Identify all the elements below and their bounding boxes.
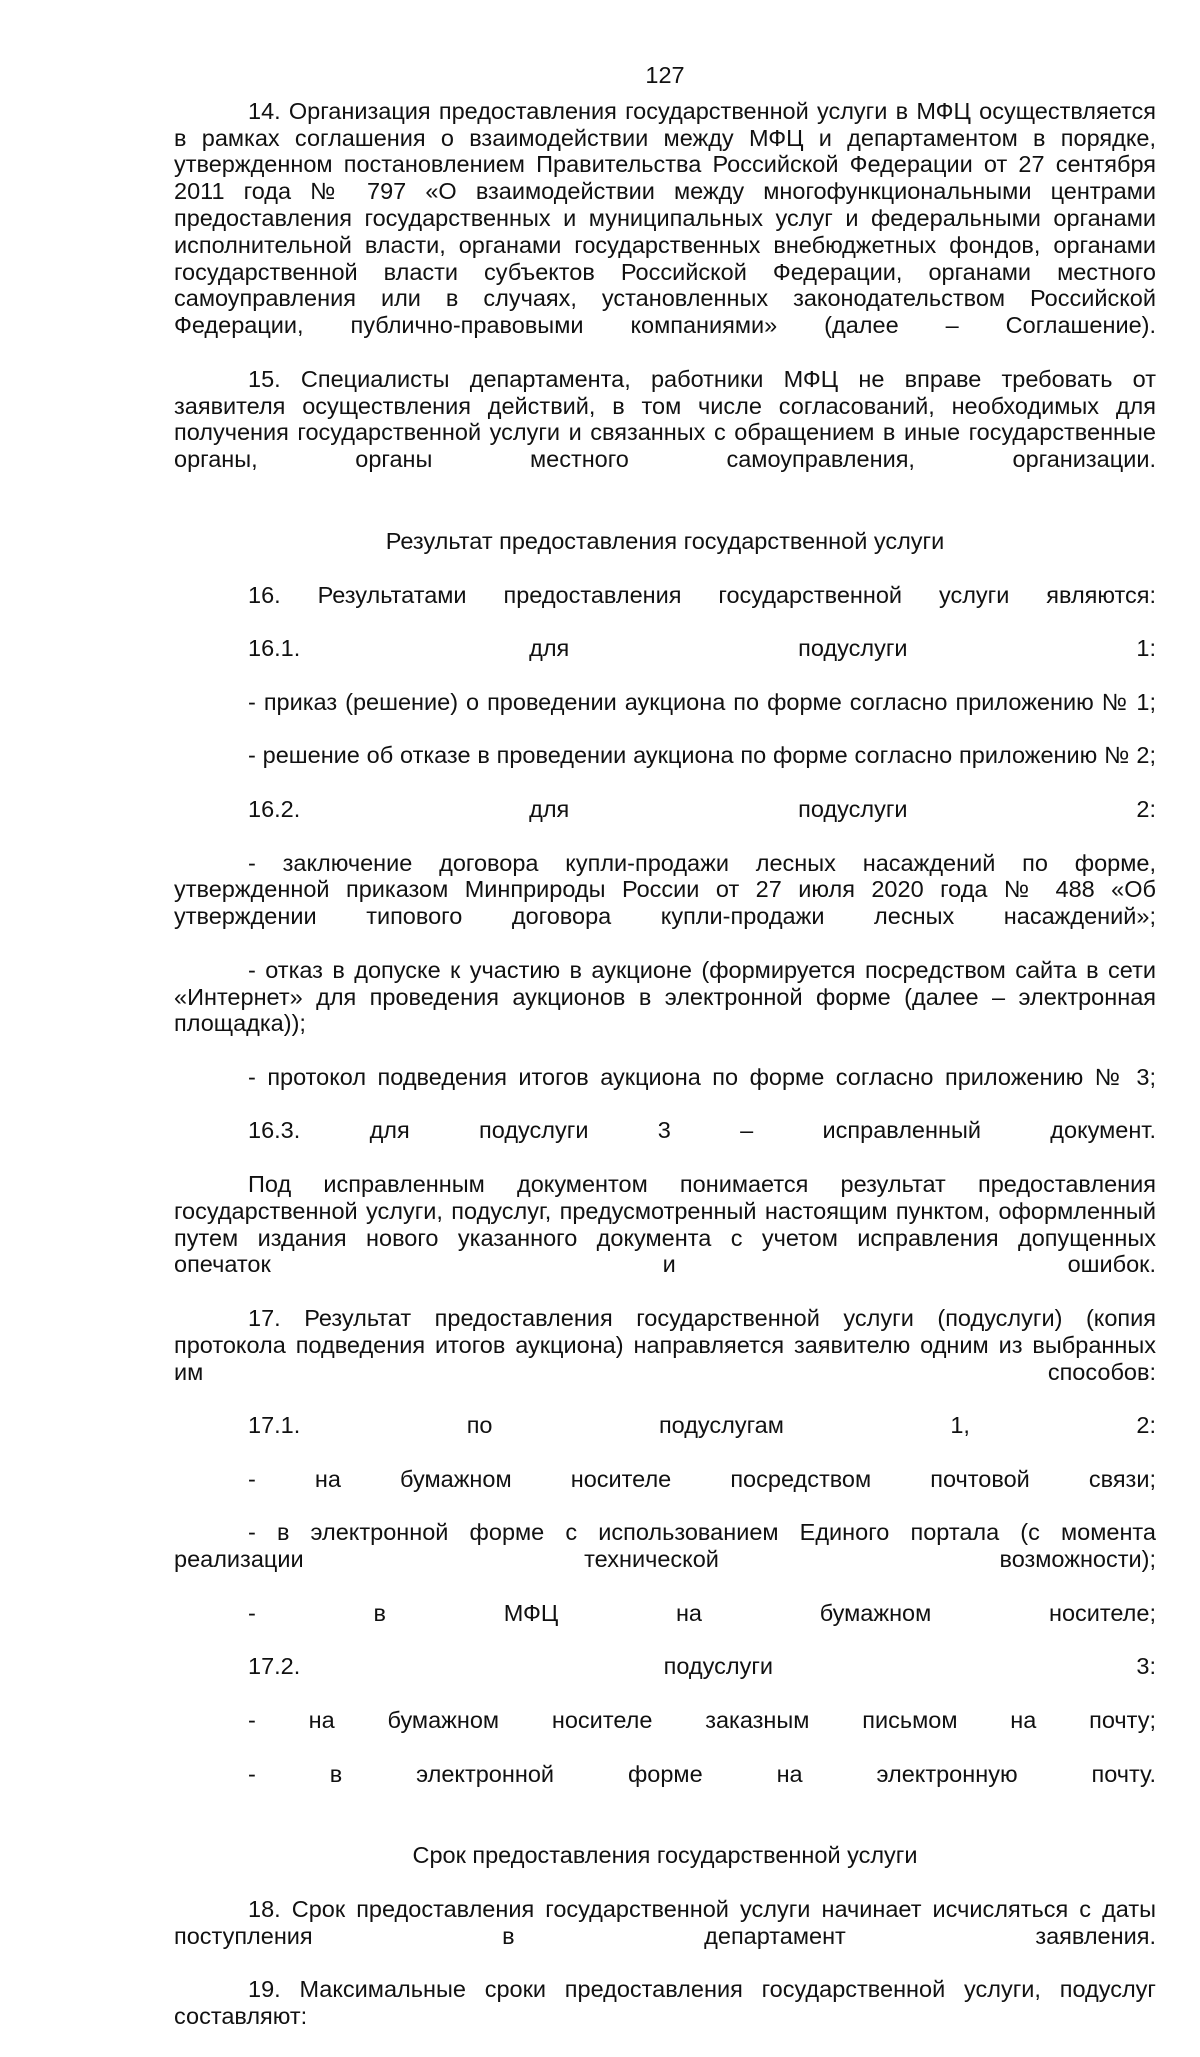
- paragraph-corrected-document: Под исправленным документом понимается результат предоставления государственной услуги, подуслуг, предусмотренный настоящим пунктом, оформленный путем издания нового указанного документа с учетом исправления допущенных опечаток и ошибок.: [174, 1171, 1156, 1278]
- paragraph-16-1: 16.1. для подуслуги 1:: [248, 635, 1156, 662]
- list-item: - заключение договора купли-продажи лесных насаждений по форме, утвержденной приказом Минприроды России от 27 июля 2020 года № 488 «Об утверждении типового договора купли-продажи лесных насаждений»;: [174, 849, 1156, 930]
- page-number: 127: [645, 62, 685, 88]
- section-mfc: [174, 98, 1156, 500]
- list-item: - приказ (решение) о проведении аукциона по форме согласно приложению № 1;: [248, 688, 1156, 715]
- paragraph-16: 16. Результатами предоставления государственной услуги являются:: [248, 581, 1156, 608]
- section-heading-term: Срок предоставления государственной услуги: [412, 1842, 918, 1869]
- list-item: - в электронной форме на электронную почту.: [248, 1760, 1156, 1787]
- document-page: [174, 62, 1156, 2057]
- paragraph-17: 17. Результат предоставления государственной услуги (подуслуги) (копия протокола подведения итогов аукциона) направляется заявителю одним из выбранных им способов:: [174, 1305, 1156, 1385]
- paragraph-14: 14. Организация предоставления государственной услуги в МФЦ осуществляется в рамках соглашения о взаимодействии между МФЦ и департаментом в порядке, утвержденном постановлением Правительства Российской Федерации от 27 сентября 2011 года № 797 «О взаимодействии между многофункциональными центрами предоставления государственных и муниципальных услуг и федеральными органами исполнительной власти, органами государственных внебюджетных фондов, органами государственной власти субъектов Российской Федерации, органами местного самоуправления или в случаях, установленных законодательством Российской Федерации, публично-правовыми компаниями» (далее – Соглашение).: [174, 97, 1156, 339]
- paragraph-15: 15. Специалисты департамента, работники МФЦ не вправе требовать от заявителя осуществления действий, в том числе согласований, необходимых для получения государственной услуги и связанных с обращением в иные государственные органы, органы местного самоуправления, организации.: [174, 365, 1156, 473]
- paragraph-17-1: 17.1. по подуслугам 1, 2:: [248, 1412, 1156, 1439]
- list-item: - на бумажном носителе посредством почтовой связи;: [248, 1465, 1156, 1492]
- list-item: - решение об отказе в проведении аукциона по форме согласно приложению № 2;: [248, 742, 1156, 769]
- paragraph-16-2: 16.2. для подуслуги 2:: [248, 795, 1156, 822]
- paragraph-18: 18. Срок предоставления государственной услуги начинает исчисляться с даты поступления в департамент заявления.: [174, 1896, 1156, 1949]
- paragraph-16-3: 16.3. для подуслуги 3 – исправленный документ.: [248, 1117, 1156, 1144]
- list-item: - в электронной форме с использованием Единого портала (с момента реализации технической возможности);: [174, 1519, 1156, 1573]
- paragraph-17-2: 17.2. подуслуги 3:: [248, 1653, 1156, 1680]
- section-term: [174, 1896, 1156, 2057]
- section-heading-result: Результат предоставления государственной услуги: [385, 527, 945, 554]
- list-item: - отказ в допуске к участию в аукционе (формируется посредством сайта в сети «Интернет» для проведения аукционов в электронной форме (далее – электронная площадка));: [174, 956, 1156, 1037]
- paragraph-19: 19. Максимальные сроки предоставления государственной услуги, подуслуг составляют:: [174, 1976, 1156, 2030]
- list-item: - на бумажном носителе заказным письмом на почту;: [248, 1707, 1156, 1734]
- list-item: - в МФЦ на бумажном носителе;: [248, 1599, 1156, 1626]
- list-item: - протокол подведения итогов аукциона по форме согласно приложению № 3;: [248, 1063, 1156, 1090]
- section-result: [174, 582, 1156, 1815]
